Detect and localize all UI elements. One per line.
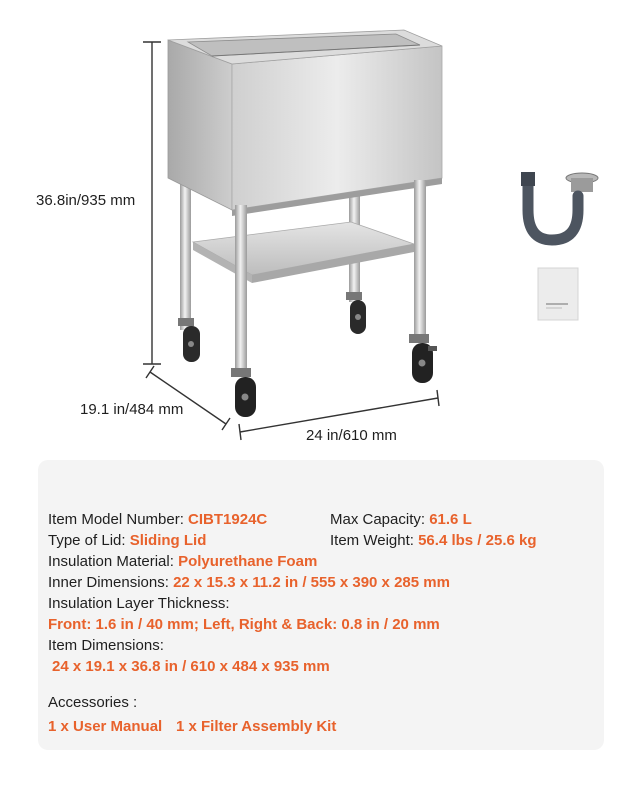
inner-dimensions-label: Inner Dimensions: — [48, 574, 174, 591]
item-dimensions-value: 24 x 19.1 x 36.8 in / 610 x 484 x 935 mm — [52, 658, 330, 675]
caster-front-right — [409, 334, 437, 383]
front-left-leg — [235, 205, 247, 377]
model-number-row — [48, 510, 267, 530]
lid-type-value: Sliding Lid — [129, 532, 207, 549]
max-capacity-label: Max Capacity: — [330, 511, 430, 528]
max-capacity-row — [330, 510, 472, 530]
width-dimension-label: 24 in/610 mm — [306, 427, 397, 444]
caster-front-left — [231, 368, 256, 417]
inner-dimensions-row — [48, 573, 450, 593]
depth-dimension-label: 19.1 in/484 mm — [80, 401, 184, 418]
accessory-user-manual: 1 x User Manual — [48, 718, 163, 735]
insulation-material-row — [48, 552, 317, 572]
height-dimension-label: 36.8in/935 mm — [36, 192, 136, 209]
lid-type-label: Type of Lid: — [48, 532, 130, 549]
caster-rear-right — [346, 292, 366, 334]
item-weight-row — [330, 531, 537, 551]
bin-side-panel — [168, 40, 232, 210]
insulation-thickness-value: Front: 1.6 in / 40 mm; Left, Right & Back: 0.8 in / 20 mm — [48, 616, 440, 633]
item-dimensions-label: Item Dimensions: — [48, 637, 164, 654]
filter-assembly-kit-image — [521, 172, 598, 240]
accessories-label: Accessories : — [48, 694, 138, 711]
caster-rear-left — [178, 318, 200, 362]
insulation-material-label: Insulation Material: — [48, 553, 179, 570]
item-weight-value: 56.4 lbs / 25.6 kg — [418, 532, 537, 549]
max-capacity-value: 61.6 L — [429, 511, 472, 528]
specifications-card — [38, 460, 604, 750]
user-manual-image — [538, 268, 578, 320]
accessory-filter-kit: 1 x Filter Assembly Kit — [176, 718, 337, 735]
insulation-thickness-label: Insulation Layer Thickness: — [48, 595, 230, 612]
inner-dimensions-value: 22 x 15.3 x 11.2 in / 555 x 390 x 285 mm — [173, 574, 450, 591]
depth-dimension-line — [146, 366, 230, 430]
height-dimension-line — [143, 42, 161, 364]
item-weight-label: Item Weight: — [330, 532, 419, 549]
lid-type-row — [48, 531, 206, 551]
model-number-label: Item Model Number: — [48, 511, 189, 528]
front-right-leg — [414, 180, 426, 340]
insulation-material-value: Polyurethane Foam — [178, 553, 318, 570]
model-number-value: CIBT1924C — [188, 511, 268, 528]
